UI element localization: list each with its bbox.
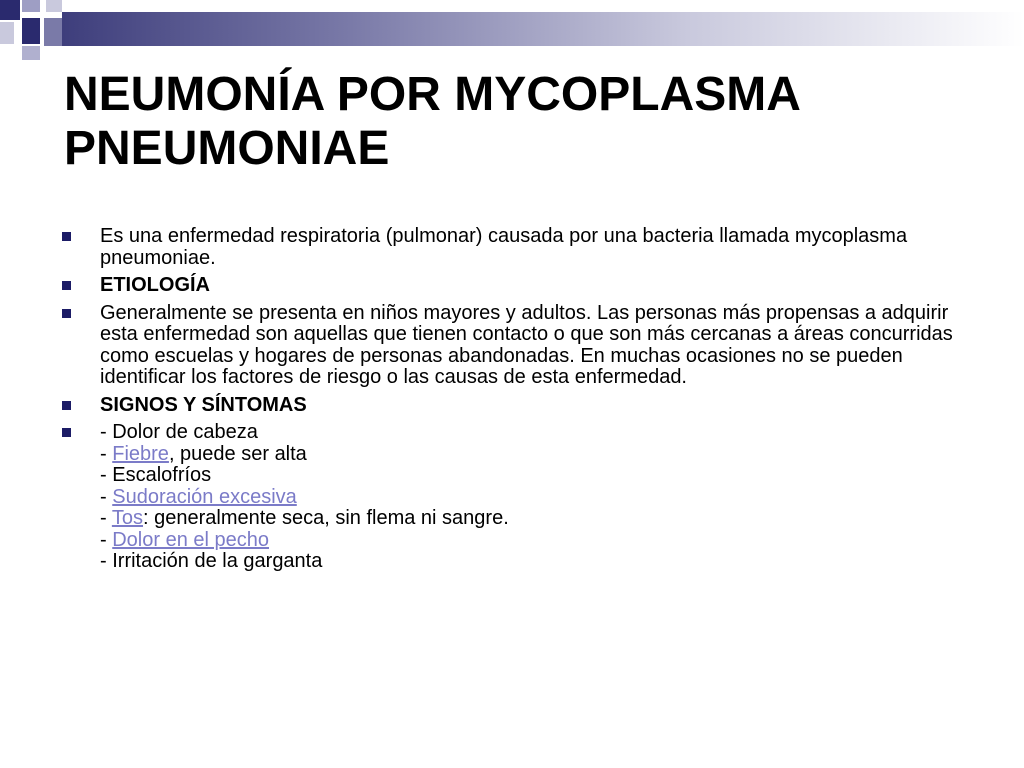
square-bullet-icon [62, 281, 71, 290]
bullet-list [62, 226, 982, 579]
sudoracion-link[interactable]: Sudoración excesiva [112, 485, 297, 508]
fiebre-link[interactable]: Fiebre [112, 442, 169, 465]
symptom-line: - Tos: generalmente seca, sin flema ni sangre. [100, 507, 509, 529]
corner-square [44, 18, 62, 46]
list-item [62, 395, 982, 417]
symptom-line: - Dolor de cabeza [100, 421, 258, 443]
symptom-line: - Sudoración excesiva [100, 485, 297, 508]
bullet-text: Generalmente se presenta en niños mayores y adultos. Las personas más propensas a adquirir esta enfermedad son aquellas que tienen contacto o que son más cercanas a áreas concurridas como escuelas y hogares de personas abandonadas. En muchas ocasiones no se pueden identificar los factores de riesgo o las causas de esta enfermedad. [100, 301, 953, 388]
tos-link[interactable]: Tos [111, 507, 143, 529]
title-line: NEUMONÍA POR MYCOPLASMA [64, 68, 801, 121]
header-gradient-bar [62, 12, 1024, 46]
symptom-line: - Fiebre, puede ser alta [100, 442, 307, 465]
corner-square [22, 18, 40, 44]
list-item [62, 422, 982, 573]
symptom-line: - Dolor en el pecho [100, 528, 270, 551]
corner-square [46, 0, 62, 12]
corner-square [22, 0, 40, 12]
square-bullet-icon [62, 401, 71, 410]
symptom-line: - Escalofríos [100, 464, 212, 486]
list-item [62, 226, 982, 269]
symptom-line: - Irritación de la garganta [100, 550, 323, 572]
bullet-text: Es una enfermedad respiratoria (pulmonar) causada por una bacteria llamada mycoplasma pneumoniae. [100, 225, 908, 269]
section-heading: ETIOLOGÍA [100, 274, 210, 296]
corner-square [0, 22, 14, 44]
list-item [62, 303, 982, 389]
dolor-pecho-link[interactable]: Dolor en el pecho [112, 528, 270, 551]
section-heading: SIGNOS Y SÍNTOMAS [100, 393, 307, 416]
symptom-list [100, 422, 982, 573]
list-item [62, 275, 982, 297]
corner-square [22, 46, 40, 60]
square-bullet-icon [62, 428, 71, 437]
square-bullet-icon [62, 309, 71, 318]
slide-title [64, 68, 984, 176]
title-line: PNEUMONIAE [64, 122, 390, 175]
corner-square [0, 0, 20, 20]
square-bullet-icon [62, 232, 71, 241]
